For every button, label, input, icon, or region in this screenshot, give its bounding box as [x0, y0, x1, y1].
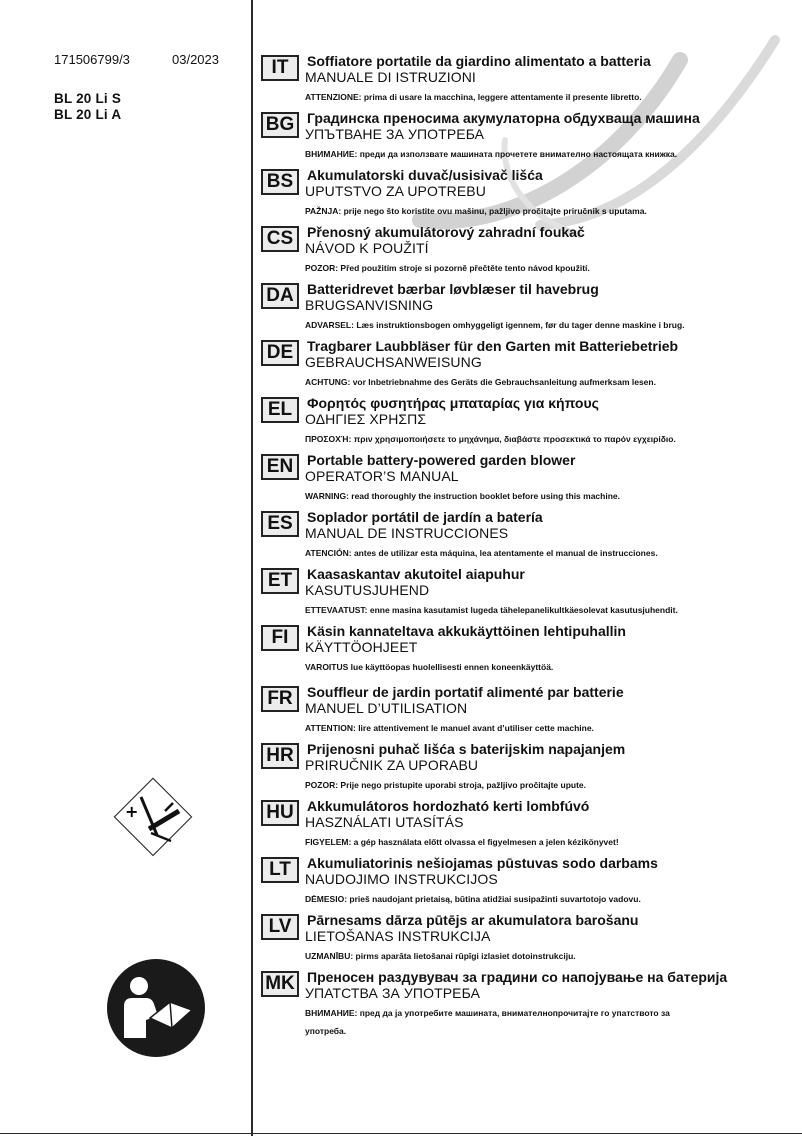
- language-code: ET: [261, 568, 299, 594]
- warning-text: POZOR: Před použitím stroje si pozorně přečtěte tento návod kpoužití.: [305, 263, 590, 273]
- language-section-lt: [261, 857, 801, 913]
- manual-subtitle: KÄYTTÖOHJEET: [305, 639, 418, 655]
- language-section-en: [261, 454, 801, 510]
- language-section-hu: [261, 800, 801, 856]
- product-title: Batteridrevet bærbar løvblæser til havebrug: [307, 281, 599, 297]
- manual-subtitle: NÁVOD K POUŽITÍ: [305, 240, 429, 256]
- language-section-bg: [261, 112, 801, 168]
- language-code: IT: [261, 55, 299, 81]
- language-section-fi: [261, 625, 801, 681]
- language-code: LT: [261, 857, 299, 883]
- warning-text: ВНИМАНИЕ: преди да използвате машината прочетете внимателно настоящата книжка.: [305, 149, 678, 159]
- product-title: Tragbarer Laubbläser für den Garten mit Batteriebetrieb: [307, 338, 679, 354]
- manual-subtitle: BRUGSANVISNING: [305, 297, 434, 313]
- language-section-cs: [261, 226, 801, 282]
- language-code: HU: [261, 800, 299, 826]
- manual-subtitle: HASZNÁLATI UTASÍTÁS: [305, 814, 464, 830]
- product-title: Přenosný akumulátorový zahradní foukač: [307, 224, 585, 240]
- manual-subtitle: LIETOŠANAS INSTRUKCIJA: [305, 928, 491, 944]
- manual-subtitle: MANUEL D’UTILISATION: [305, 700, 468, 716]
- manual-subtitle: NAUDOJIMO INSTRUKCIJOS: [305, 871, 498, 887]
- warning-text: ATTENTION: lire attentivement le manuel avant d’utiliser cette machine.: [305, 723, 594, 733]
- product-title: Kaasaskantav akutoitel aiapuhur: [307, 566, 525, 582]
- language-section-mk: [261, 971, 801, 1047]
- language-code: BG: [261, 112, 299, 138]
- language-code: LV: [261, 914, 299, 940]
- manual-subtitle: MANUAL DE INSTRUCCIONES: [305, 525, 509, 541]
- warning-text: ACHTUNG: vor Inbetriebnahme des Geräts die Gebrauchsanleitung aufmerksam lesen.: [305, 377, 656, 387]
- language-section-it: [261, 55, 801, 111]
- language-section-lv: [261, 914, 801, 970]
- product-title: Soffiatore portatile da giardino alimentato a batteria: [307, 53, 651, 69]
- read-manual-icon: [106, 958, 206, 1058]
- product-title: Souffleur de jardin portatif alimenté par batterie: [307, 684, 624, 700]
- warning-text: ВНИМАНИЕ: пред да ја употребите машината, внимателнопрочитајте го упатството за: [305, 1008, 670, 1018]
- product-title: Градинска преносима акумулаторна обдухваща машина: [307, 110, 700, 126]
- warning-text: VAROITUS lue käyttöopas huolellisesti ennen koneenkäyttöä.: [305, 662, 554, 672]
- warning-text: PAŽNJA: prije nego što koristite ovu mašinu, pažljivo pročitajte priručnik s uputama.: [305, 206, 647, 216]
- manual-subtitle: OPERATOR’S MANUAL: [305, 468, 459, 484]
- manual-subtitle: MANUALE DI ISTRUZIONI: [305, 69, 476, 85]
- product-title: Akumuliatorinis nešiojamas pūstuvas sodo darbams: [307, 855, 658, 871]
- language-section-et: [261, 568, 801, 624]
- language-section-bs: [261, 169, 801, 225]
- warning-text: ATTENZIONE: prima di usare la macchina, leggere attentamente il presente libretto.: [305, 92, 642, 102]
- document-date: 03/2023: [172, 52, 219, 67]
- warning-text: FIGYELEM: a gép használata előtt olvassa el figyelmesen a jelen kézikönyvet!: [305, 837, 619, 847]
- manual-subtitle: ΟΔΗΓΙΕΣ ΧΡΗΣΠΣ: [305, 411, 427, 427]
- model-name: BL 20 Li S: [54, 91, 122, 106]
- language-section-es: [261, 511, 801, 567]
- language-section-da: [261, 283, 801, 339]
- warning-text: WARNING: read thoroughly the instruction booklet before using this machine.: [305, 491, 620, 501]
- language-code: CS: [261, 226, 299, 252]
- svg-text:+: +: [125, 802, 139, 821]
- product-title: Soplador portátil de jardín a batería: [307, 509, 543, 525]
- language-code: EN: [261, 454, 299, 480]
- model-name: BL 20 Li A: [54, 107, 122, 122]
- warning-text: ATENCIÓN: antes de utilizar esta máquina, lea atentamente el manual de instrucciones.: [305, 548, 658, 558]
- manual-subtitle: УПАТСТВА ЗА УПОТРЕБА: [305, 985, 481, 1001]
- warning-text: DĖMESIO: prieš naudojant prietaisą, būtina atidžiai susipažinti suvartotojo vadovu.: [305, 894, 641, 904]
- language-code: FR: [261, 686, 299, 712]
- product-title: Käsin kannateltava akkukäyttöinen lehtipuhallin: [307, 623, 626, 639]
- product-title: Преносен раздувувач за градини со напојување на батерија: [307, 969, 728, 985]
- warning-text: POZOR: Prije nego pristupite uporabi stroja, pažljivo pročitajte upute.: [305, 780, 587, 790]
- language-section-el: [261, 397, 801, 453]
- language-code: HR: [261, 743, 299, 769]
- product-title: Akkumulátoros hordozható kerti lombfúvó: [307, 798, 590, 814]
- electrical-wiring-symbol-icon: [113, 777, 193, 857]
- language-code: MK: [261, 971, 299, 997]
- warning-text-continued: употреба.: [305, 1026, 347, 1036]
- warning-text: ETTEVAATUST: enne masina kasutamist lugeda tähelepanelikultkäesolevat kasutusjuhendit.: [305, 605, 678, 615]
- product-title: Akumulatorski duvač/usisivač lišća: [307, 167, 543, 183]
- manual-subtitle: PRIRUČNIK ZA UPORABU: [305, 757, 479, 773]
- language-code: ES: [261, 511, 299, 537]
- document-number: 171506799/3: [54, 52, 130, 67]
- warning-text: UZMANĪBU: pirms aparāta lietošanai rūpīgi izlasiet dotoinstrukciju.: [305, 951, 576, 961]
- bottom-rule: [0, 1133, 802, 1134]
- product-title: Prijenosni puhač lišća s baterijskim napajanjem: [307, 741, 626, 757]
- warning-text: ADVARSEL: Læs instruktionsbogen omhyggeligt igennem, før du tager denne maskine i brug.: [305, 320, 685, 330]
- product-title: Pārnesams dārza pūtējs ar akumulatora barošanu: [307, 912, 639, 928]
- language-section-hr: [261, 743, 801, 799]
- manual-subtitle: GEBRAUCHSANWEISUNG: [305, 354, 482, 370]
- manual-subtitle: KASUTUSJUHEND: [305, 582, 430, 598]
- language-code: EL: [261, 397, 299, 423]
- language-section-fr: [261, 686, 801, 742]
- language-section-de: [261, 340, 801, 396]
- language-code: FI: [261, 625, 299, 651]
- manual-subtitle: UPUTSTVO ZA UPOTREBU: [305, 183, 486, 199]
- product-title: Portable battery-powered garden blower: [307, 452, 576, 468]
- warning-text: ΠΡΟΣΟΧΉ: πριν χρησιμοποιήσετε το μηχάνημα, διαβάστε προσεκτικά το παρόν εγχειρίδιο.: [305, 434, 676, 444]
- manual-subtitle: УПЪТВАНЕ ЗА УПОТРЕБА: [305, 126, 485, 142]
- product-title: Φορητός φυσητήρας μπαταρίας για κήπους: [307, 395, 599, 411]
- language-code: DA: [261, 283, 299, 309]
- language-code: BS: [261, 169, 299, 195]
- language-code: DE: [261, 340, 299, 366]
- vertical-divider: [251, 0, 253, 1136]
